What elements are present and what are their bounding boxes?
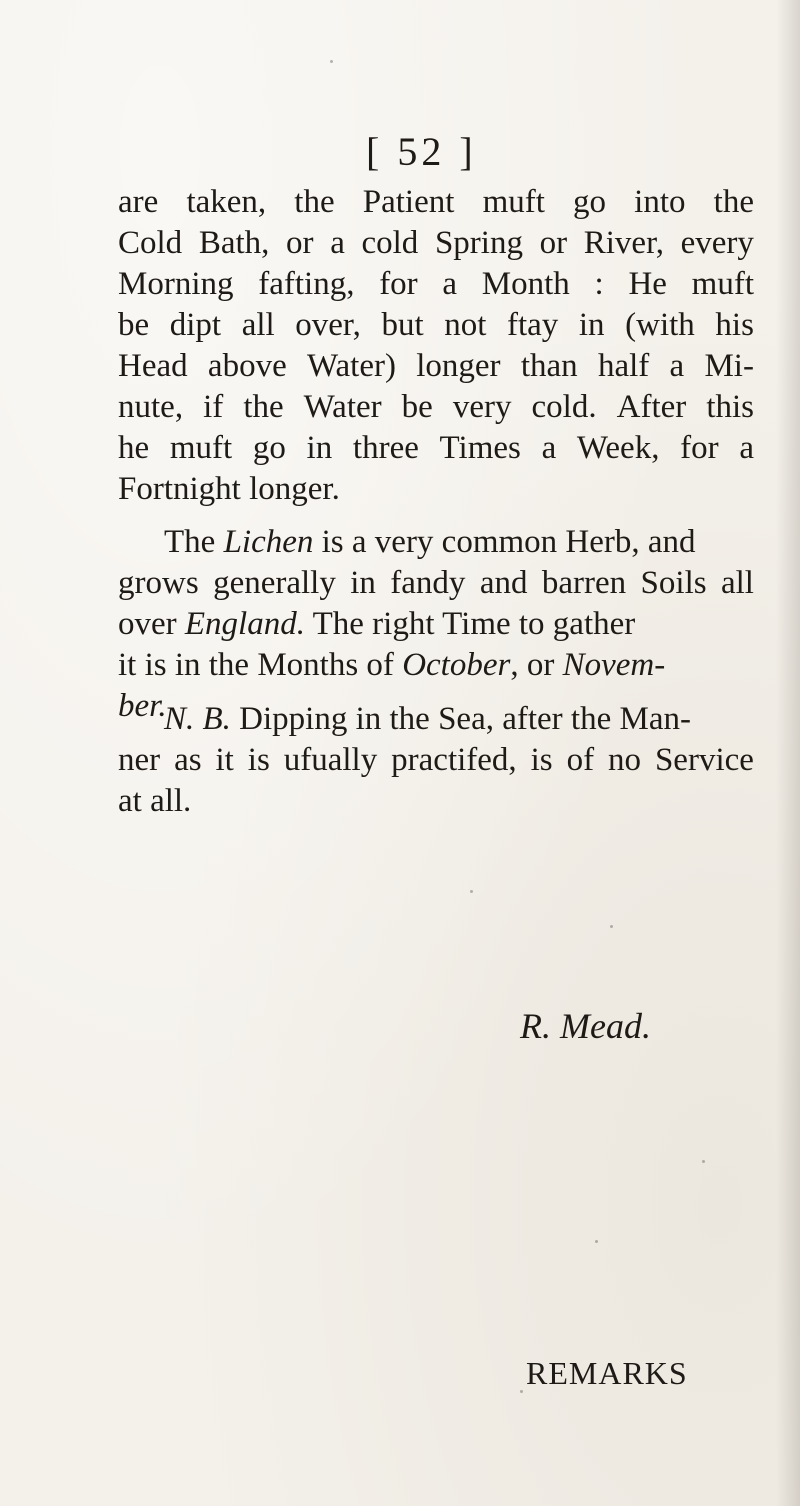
text-run <box>118 645 665 686</box>
word: a <box>442 266 458 302</box>
word: muft <box>691 266 754 302</box>
word: every <box>680 225 754 261</box>
text-line <box>118 305 754 346</box>
text-line <box>118 699 754 740</box>
word: grows <box>118 565 199 601</box>
paper-speck <box>330 60 333 63</box>
word: Bath, <box>198 225 270 261</box>
word: of <box>566 742 595 778</box>
text-run: is a very common Herb, and <box>313 524 696 560</box>
text-line <box>118 522 754 563</box>
word: go <box>573 184 607 220</box>
word: ner <box>118 742 161 778</box>
word: Month <box>481 266 570 302</box>
word: Service <box>654 742 754 778</box>
word: ftay <box>506 307 559 343</box>
italic-term-lichen: Lichen <box>223 524 314 560</box>
text-line <box>118 740 754 781</box>
word: He <box>628 266 667 302</box>
word: Mi- <box>704 348 754 384</box>
word: a <box>669 348 685 384</box>
paper-speck <box>610 925 613 928</box>
word: half <box>597 348 650 384</box>
paragraph-nota-bene <box>118 699 754 822</box>
word: Spring <box>434 225 523 261</box>
text-run <box>118 604 635 645</box>
word: a <box>541 430 557 466</box>
word: not <box>444 307 487 343</box>
word: all <box>720 565 754 601</box>
italic-term-england: England. <box>184 606 305 642</box>
word: his <box>715 307 754 343</box>
word: fandy <box>390 565 466 601</box>
word: Morning <box>118 266 234 302</box>
italic-nota-bene: N. B. <box>164 701 231 737</box>
text-line <box>118 264 754 305</box>
paragraph-cold-bath <box>118 182 754 510</box>
word: Times <box>439 430 521 466</box>
word: but <box>381 307 424 343</box>
word: the <box>713 184 754 220</box>
word: ufually <box>283 742 378 778</box>
paper-speck <box>520 1390 523 1393</box>
word: in <box>578 307 605 343</box>
page-edge-shadow <box>776 0 800 1506</box>
word: all <box>241 307 275 343</box>
text-line: at all. <box>118 783 192 819</box>
word: the <box>243 389 284 425</box>
word: Patient <box>362 184 455 220</box>
text-line: Fortnight longer. <box>118 471 340 507</box>
word: cold. <box>531 389 597 425</box>
word: nute, <box>118 389 184 425</box>
word: a <box>739 430 754 466</box>
italic-term-november: Novem- <box>562 647 666 683</box>
paper-speck <box>470 890 473 893</box>
word: longer <box>416 348 501 384</box>
italic-term-november-end: ber. <box>118 688 167 724</box>
word: are <box>118 184 159 220</box>
word: (with <box>625 307 695 343</box>
word: Water <box>303 389 382 425</box>
word: the <box>294 184 335 220</box>
text-run <box>164 522 696 563</box>
word: in <box>306 430 333 466</box>
text-run: , or <box>510 647 563 683</box>
text-line <box>118 604 754 645</box>
text-run <box>164 699 691 740</box>
word: a <box>330 225 345 261</box>
word: is <box>530 742 553 778</box>
text-run: over <box>118 606 185 642</box>
text-line <box>118 182 754 223</box>
word: or <box>286 225 314 261</box>
paper-speck <box>595 1240 598 1243</box>
word: Cold <box>118 225 183 261</box>
word: be <box>401 389 433 425</box>
word: dipt <box>169 307 222 343</box>
word: into <box>634 184 686 220</box>
page-number: [ 52 ] <box>366 129 477 174</box>
text-line <box>118 223 754 264</box>
word: no <box>608 742 642 778</box>
word: Water) <box>307 348 396 384</box>
paper-speck <box>702 1160 705 1163</box>
text-run: it is in the Months of <box>118 647 403 683</box>
word: it <box>215 742 234 778</box>
word: in <box>350 565 376 601</box>
word: : <box>594 266 604 302</box>
word: generally <box>213 565 336 601</box>
text-run: Dipping in the Sea, after the Man- <box>230 701 691 737</box>
word: muft <box>482 184 545 220</box>
text-line <box>118 563 754 604</box>
word: than <box>520 348 578 384</box>
word: be <box>118 307 150 343</box>
word: go <box>252 430 286 466</box>
word: After <box>616 389 687 425</box>
word: or <box>539 225 568 261</box>
word: barren <box>541 565 627 601</box>
text-run: The right Time to gather <box>304 606 636 642</box>
word: for <box>379 266 418 302</box>
word: if <box>203 389 224 425</box>
word: very <box>452 389 512 425</box>
word: Week, <box>576 430 660 466</box>
word: Soils <box>640 565 707 601</box>
catchword: REMARKS <box>526 1355 688 1391</box>
word: muft <box>169 430 233 466</box>
text-line <box>118 387 754 428</box>
word: for <box>680 430 719 466</box>
word: and <box>479 565 528 601</box>
word: taken, <box>186 184 267 220</box>
text-line <box>118 645 754 686</box>
word: as <box>174 742 202 778</box>
text-line <box>118 428 754 469</box>
word: is <box>247 742 270 778</box>
word: above <box>207 348 287 384</box>
italic-term-october: October <box>402 647 511 683</box>
word: three <box>352 430 419 466</box>
paragraph-lichen <box>118 522 754 727</box>
word: practifed, <box>391 742 517 778</box>
word: he <box>118 430 150 466</box>
text-line <box>118 346 754 387</box>
word: over, <box>295 307 361 343</box>
word: fafting, <box>258 266 355 302</box>
word: this <box>706 389 754 425</box>
text-run: The <box>164 524 224 560</box>
signature: R. Mead. <box>520 1006 651 1046</box>
word: cold <box>361 225 419 261</box>
word: River, <box>583 225 664 261</box>
word: Head <box>118 348 188 384</box>
